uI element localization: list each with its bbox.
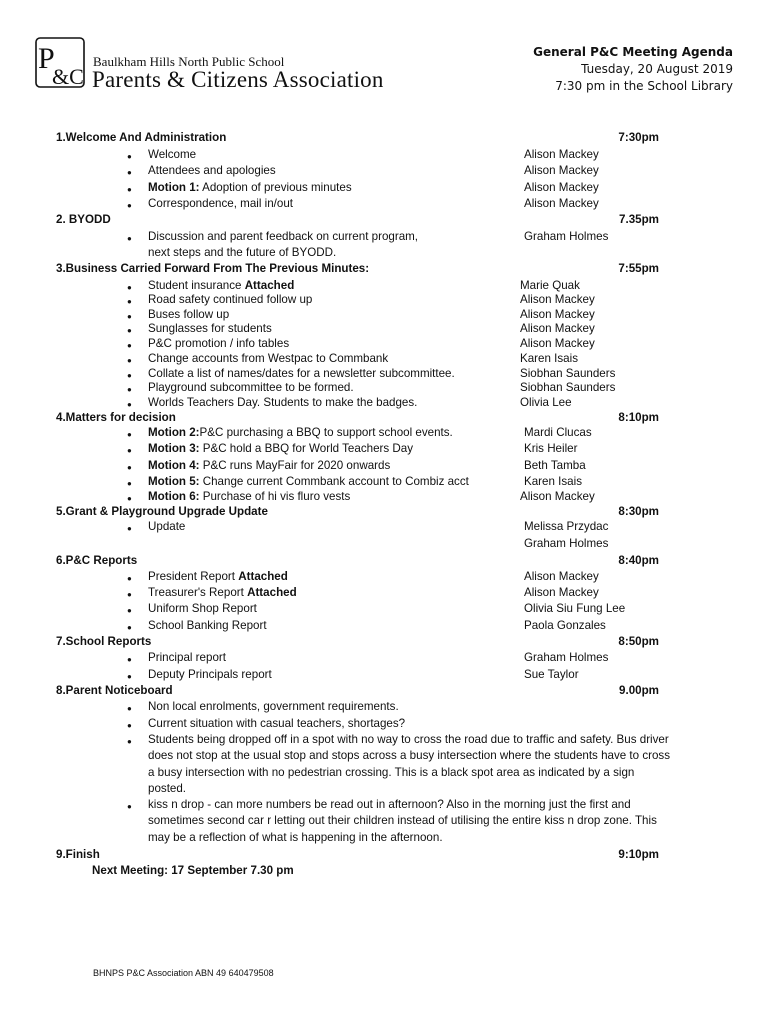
bullet-icon: ●	[127, 655, 132, 664]
item-text: Attendees and apologies	[148, 164, 276, 177]
responsible-person: Alison Mackey	[520, 322, 595, 335]
motion-label: Motion 1:	[148, 181, 200, 194]
responsible-person: Olivia Siu Fung Lee	[524, 602, 626, 615]
agenda-item-text	[148, 321, 272, 336]
section-time: 8:50pm	[618, 635, 659, 648]
bullet-icon: ●	[127, 341, 132, 350]
bullet-icon: ●	[127, 371, 132, 380]
section-heading: 5.Grant & Playground Upgrade Update	[56, 505, 268, 518]
footer-abn: BHNPS P&C Association ABN 49 640479508	[93, 968, 274, 978]
agenda-title: General P&C Meeting Agenda	[533, 45, 733, 59]
agenda-item-text	[148, 351, 388, 366]
item-text: Collate a list of names/dates for a newsletter subcommittee.	[148, 367, 455, 380]
responsible-person: Olivia Lee	[520, 396, 572, 409]
agenda-item-text	[148, 650, 226, 665]
agenda-item-text: Students being dropped off in a spot with no way to cross the road due to traffic and safety. Bus driver	[148, 733, 669, 746]
responsible-person: Alison Mackey	[524, 164, 599, 177]
agenda-item-text: posted.	[148, 781, 187, 795]
item-text: Uniform Shop Report	[148, 602, 257, 615]
bullet-icon: ●	[127, 737, 132, 746]
svg-text:&C: &C	[52, 64, 84, 88]
section-time: 8:40pm	[618, 554, 659, 567]
responsible-person: Siobhan Saunders	[520, 367, 616, 380]
bullet-icon: ●	[127, 446, 132, 455]
bullet-icon: ●	[127, 168, 132, 177]
responsible-person: Kris Heiler	[524, 442, 578, 455]
bullet-icon: ●	[127, 385, 132, 394]
item-text: Deputy Principals report	[148, 668, 272, 681]
svg-text:P: P	[38, 42, 55, 75]
agenda-item-text	[148, 441, 413, 456]
agenda-item-text	[148, 618, 267, 633]
agenda-item-text: kiss n drop - can more numbers be read out in afternoon? Also in the morning just the first and	[148, 798, 631, 811]
item-text: Correspondence, mail in/out	[148, 197, 294, 210]
agenda-item-text: may be a reflection of what is happening in the afternoon.	[148, 830, 443, 844]
bullet-icon: ●	[127, 463, 132, 472]
bullet-icon: ●	[127, 623, 132, 632]
agenda-item-text	[148, 458, 390, 473]
section-time: 8:30pm	[618, 505, 659, 518]
item-text: Current situation with casual teachers, shortages?	[148, 717, 406, 730]
item-text: Playground subcommittee to be formed.	[148, 381, 354, 394]
bullet-icon: ●	[127, 312, 132, 321]
bullet-icon: ●	[127, 494, 132, 503]
bullet-icon: ●	[127, 430, 132, 439]
section-time: 7:30pm	[618, 131, 659, 144]
responsible-person: Mardi Clucas	[524, 426, 592, 439]
item-text: Principal report	[148, 651, 226, 664]
item-text: Worlds Teachers Day. Students to make the badges.	[148, 396, 418, 409]
meeting-time-place: 7:30 pm in the School Library	[555, 79, 733, 93]
bullet-icon: ●	[127, 297, 132, 306]
section-heading: 1.Welcome And Administration	[56, 131, 227, 144]
section-time: 9:10pm	[618, 848, 659, 861]
agenda-item-text	[148, 425, 453, 440]
responsible-person: Beth Tamba	[524, 459, 586, 472]
responsible-person: Alison Mackey	[520, 490, 595, 503]
bullet-icon: ●	[127, 590, 132, 599]
responsible-person: Melissa Przydac	[524, 520, 609, 533]
bullet-icon: ●	[127, 606, 132, 615]
bullet-icon: ●	[127, 524, 132, 533]
bullet-icon: ●	[127, 721, 132, 730]
bullet-icon: ●	[127, 283, 132, 292]
section-time: 8:10pm	[618, 411, 659, 424]
agenda-item-text	[148, 147, 196, 162]
responsible-person: Alison Mackey	[520, 308, 595, 321]
next-meeting: Next Meeting: 17 September 7.30 pm	[92, 864, 294, 877]
bullet-icon: ●	[127, 356, 132, 365]
responsible-person: Karen Isais	[520, 352, 578, 365]
item-text: Road safety continued follow up	[148, 293, 313, 306]
bullet-icon: ●	[127, 201, 132, 210]
bullet-icon: ●	[127, 326, 132, 335]
responsible-person: Siobhan Saunders	[520, 381, 616, 394]
responsible-person: Alison Mackey	[524, 586, 599, 599]
section-heading: 3.Business Carried Forward From The Previous Minutes:	[56, 262, 370, 275]
section-heading: 4.Matters for decision	[56, 411, 176, 424]
attached-label: Attached	[247, 586, 297, 599]
responsible-person: Alison Mackey	[524, 570, 599, 583]
item-text: P&C purchasing a BBQ to support school events.	[199, 426, 453, 439]
item-text: P&C runs MayFair for 2020 onwards	[199, 459, 391, 472]
motion-label: Motion 5:	[148, 475, 200, 488]
bullet-icon: ●	[127, 802, 132, 811]
agenda-item-text	[148, 180, 352, 195]
item-text: Sunglasses for students	[148, 322, 272, 335]
agenda-item-text	[148, 336, 289, 351]
responsible-person: Karen Isais	[524, 475, 582, 488]
agenda-item-text	[148, 366, 455, 381]
item-text: Buses follow up	[148, 308, 230, 321]
responsible-person: Sue Taylor	[524, 668, 579, 681]
responsible-person: Paola Gonzales	[524, 619, 606, 632]
item-text: Purchase of hi vis fluro vests	[199, 490, 351, 503]
attached-label: Attached	[244, 279, 295, 292]
responsible-person: Alison Mackey	[520, 337, 595, 350]
section-time: 9.00pm	[619, 684, 659, 697]
agenda-item-text	[148, 585, 297, 600]
item-text: Change accounts from Westpac to Commbank	[148, 352, 389, 365]
agenda-item-text	[148, 699, 399, 714]
agenda-item-text	[148, 196, 293, 211]
agenda-item-text	[148, 667, 272, 682]
bullet-icon: ●	[127, 152, 132, 161]
agenda-item-text	[148, 292, 312, 307]
attached-label: Attached	[238, 570, 288, 583]
item-text: Update	[148, 520, 186, 533]
association-name: Parents & Citizens Association	[92, 67, 384, 92]
bullet-icon: ●	[127, 672, 132, 681]
school-name: Baulkham Hills North Public School	[93, 54, 285, 69]
section-heading: 8.Parent Noticeboard	[56, 684, 173, 697]
agenda-item-text	[148, 380, 354, 395]
responsible-person: Graham Holmes	[524, 537, 609, 550]
bullet-icon: ●	[127, 185, 132, 194]
item-text: President Report	[148, 570, 239, 583]
section-heading: 2. BYODD	[56, 213, 111, 226]
motion-label: Motion 3:	[148, 442, 200, 455]
section-time: 7:55pm	[618, 262, 659, 275]
item-text: Adoption of previous minutes	[199, 181, 352, 194]
responsible-person: Marie Quak	[520, 279, 580, 292]
motion-label: Motion 6:	[148, 490, 200, 503]
motion-label: Motion 4:	[148, 459, 200, 472]
item-text: Student insurance	[148, 279, 245, 292]
bullet-icon: ●	[127, 704, 132, 713]
item-text: P&C promotion / info tables	[148, 337, 290, 350]
responsible-person: Alison Mackey	[524, 181, 599, 194]
agenda-item-text	[148, 489, 350, 504]
agenda-item-text	[148, 307, 229, 322]
item-text: Welcome	[148, 148, 197, 161]
motion-label: Motion 2:	[148, 426, 200, 439]
responsible-person: Alison Mackey	[524, 148, 599, 161]
bullet-icon: ●	[127, 574, 132, 583]
agenda-item-text	[148, 229, 418, 244]
section-heading: 9.Finish	[56, 848, 100, 861]
responsible-person: Alison Mackey	[520, 293, 595, 306]
bullet-icon: ●	[127, 479, 132, 488]
agenda-item-text	[148, 519, 185, 534]
section-heading: 7.School Reports	[56, 635, 152, 648]
agenda-item-text: does not stop at the usual stop and stops across a busy intersection where the students have to cross	[148, 749, 671, 763]
responsible-person: Graham Holmes	[524, 651, 609, 664]
agenda-item-text	[148, 278, 294, 293]
item-text: Non local enrolments, government requirements.	[148, 700, 399, 713]
agenda-item-text	[148, 601, 257, 616]
agenda-item-text: next steps and the future of BYODD.	[148, 246, 337, 259]
agenda-item-text: a busy intersection with no pedestrian crossing. This is a black spot area as indicated by a sign	[148, 765, 635, 779]
section-time: 7.35pm	[619, 213, 659, 226]
agenda-item-text	[148, 163, 276, 178]
item-text: Discussion and parent feedback on current program,	[148, 230, 419, 243]
item-text: Change current Commbank account to Combiz acct	[199, 475, 469, 488]
item-text: Treasurer's Report	[148, 586, 248, 599]
bullet-icon: ●	[127, 234, 132, 243]
item-text: School Banking Report	[148, 619, 267, 632]
agenda-item-text	[148, 474, 469, 489]
responsible-person: Graham Holmes	[524, 230, 609, 243]
item-text: P&C hold a BBQ for World Teachers Day	[199, 442, 414, 455]
meeting-date: Tuesday, 20 August 2019	[581, 62, 733, 76]
agenda-item-text	[148, 569, 288, 584]
agenda-item-text: sometimes second car r letting out their children instead of utilising the entire kiss n drop zone. This	[148, 814, 657, 828]
bullet-icon: ●	[127, 400, 132, 409]
agenda-item-text	[148, 716, 405, 731]
responsible-person: Alison Mackey	[524, 197, 599, 210]
agenda-item-text	[148, 395, 417, 410]
section-heading: 6.P&C Reports	[56, 554, 138, 567]
